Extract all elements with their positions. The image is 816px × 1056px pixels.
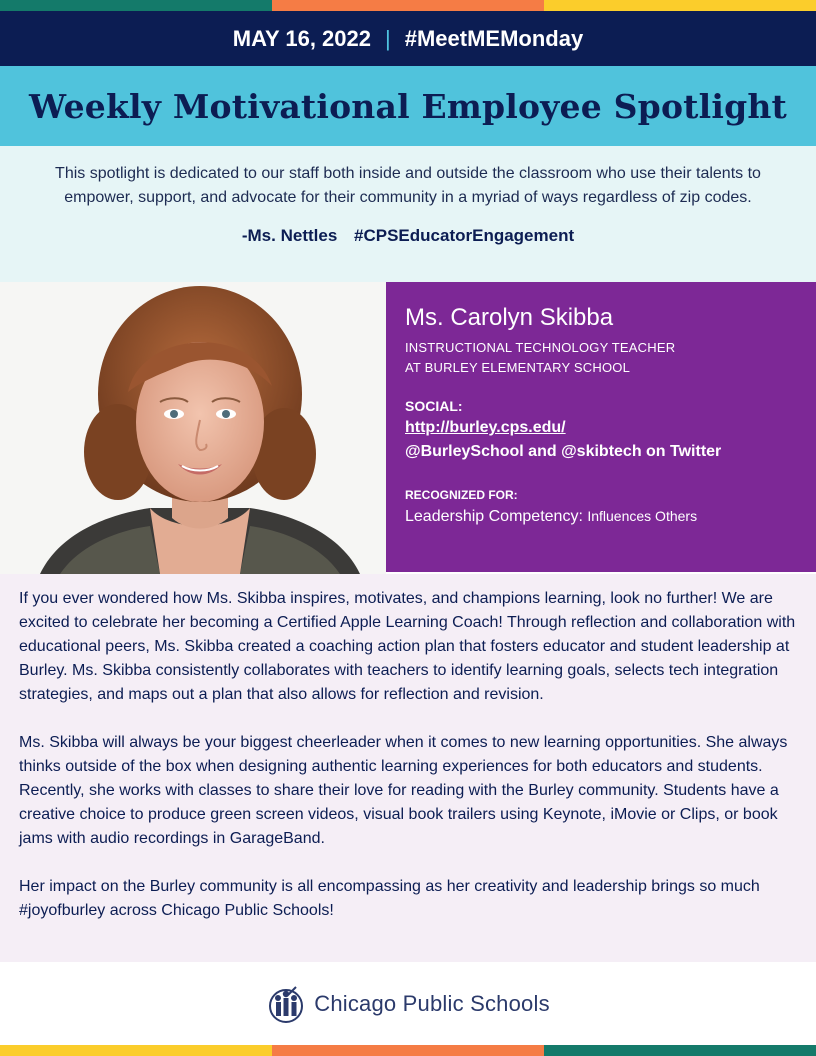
- stripe-yellow: [544, 0, 816, 11]
- cps-logo-icon: [266, 984, 306, 1024]
- spotlight-body: [0, 574, 816, 962]
- hashtag-text: #MeetMEMonday: [404, 25, 584, 51]
- page-title: Weekly Motivational Employee Spotlight: [29, 86, 787, 126]
- profile-photo: [0, 282, 386, 574]
- recognized-detail: Influences Others: [587, 508, 698, 524]
- twitter-handles: @BurleySchool and @skibtech on Twitter: [405, 443, 722, 460]
- body-paragraph-3: Her impact on the Burley community is all encompassing as her creativity and leadership brings so much #joyofburley across Chicago Public Schools!: [19, 878, 760, 919]
- role-line-2: AT BURLEY ELEMENTARY SCHOOL: [405, 360, 631, 375]
- role-line-1: INSTRUCTIONAL TECHNOLOGY TEACHER: [405, 340, 676, 355]
- stripe-teal-bottom: [544, 1045, 816, 1056]
- body-paragraph-1: If you ever wondered how Ms. Skibba inspires, motivates, and champions learning, look no further! We are excited to celebrate her becoming a Certified Apple Learning Coach! Through reflection and collaboration with educational peers, Ms. Skibba created a coaching action plan that fosters educator and student leadership at Burley. Ms. Skibba consistently collaborates with teachers to identify learning goals, selects tech integration strategies, and maps out a plan that also allows for reflection and revision.: [19, 590, 796, 703]
- top-color-stripe: [0, 0, 816, 11]
- date-banner: [0, 11, 816, 66]
- school-website-link[interactable]: http://burley.cps.edu/: [405, 419, 566, 436]
- intro-text: This spotlight is dedicated to our staff both inside and outside the classroom who use their talents to empower, support, and advocate for their community in a myriad of ways regardless of zip codes.: [55, 165, 761, 206]
- intro-section: [0, 146, 816, 282]
- signature-name: -Ms. Nettles: [241, 226, 338, 245]
- recognized-label: RECOGNIZED FOR:: [405, 488, 518, 502]
- footer: [0, 962, 816, 1045]
- date-text: MAY 16, 2022: [232, 25, 372, 51]
- stripe-orange-bottom: [272, 1045, 544, 1056]
- bottom-color-stripe: [0, 1045, 816, 1056]
- profile-card: [386, 282, 816, 572]
- recognized-value: [405, 508, 697, 526]
- date-separator: |: [385, 25, 391, 51]
- title-banner: [0, 66, 816, 146]
- profile-role: [405, 338, 675, 378]
- stripe-yellow-bottom: [0, 1045, 272, 1056]
- cps-logo-text: Chicago Public Schools: [314, 990, 550, 1016]
- social-label: SOCIAL:: [405, 398, 463, 414]
- signature-hashtag: #CPSEducatorEngagement: [354, 226, 575, 245]
- stripe-teal: [0, 0, 272, 11]
- recognized-competency: Leadership Competency:: [405, 508, 583, 525]
- profile-name: Ms. Carolyn Skibba: [405, 304, 614, 331]
- intro-signature: [52, 224, 764, 248]
- stripe-orange: [272, 0, 544, 11]
- body-paragraph-2: Ms. Skibba will always be your biggest cheerleader when it comes to new learning opportunities. She always thinks outside of the box when designing authentic learning experiences for both educators and students. Recently, she works with classes to share their love for reading with the Burley community. Students have a creative choice to produce green screen videos, visual book trailers using Keynote, iMovie or Clips, or book jams with audio recordings in GarageBand.: [19, 734, 788, 847]
- portrait-illustration: [0, 282, 386, 574]
